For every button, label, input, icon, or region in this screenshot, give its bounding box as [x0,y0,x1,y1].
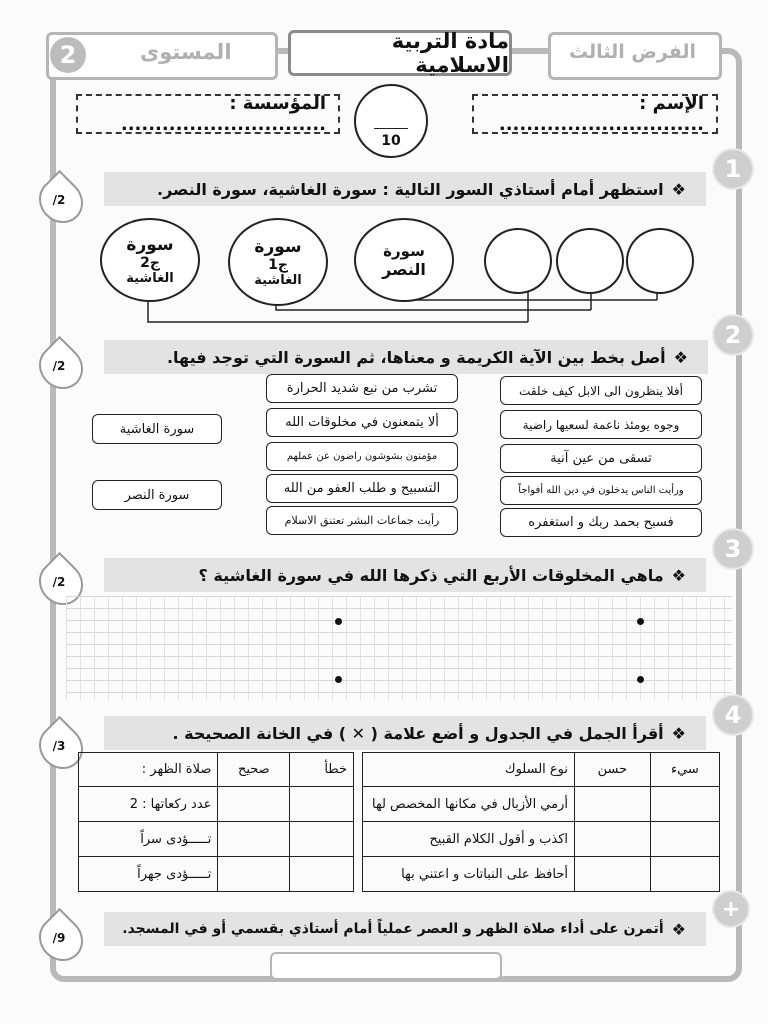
circle-ghashiya-2-line3: الغاشية [126,270,174,286]
behavior-row-1-good-cell[interactable] [575,787,651,822]
points-4: /3 [52,739,66,753]
meaning-3[interactable]: مؤمنون بشوشون راضون عن عملهم [266,442,458,471]
meaning-5[interactable]: رأيت جماعات البشر تعتنق الاسلام [266,506,458,535]
meaning-1[interactable]: تشرب من نبع شديد الحرارة [266,374,458,403]
points-2: /2 [52,359,66,373]
prayer-row-2-wrong-cell[interactable] [290,822,354,857]
meaning-2[interactable]: ألا يتمعنون في مخلوقات الله [266,408,458,437]
section-1-text: استظهر أمام أستاذي السور التالية : سورة الغاشية، سورة النصر. [156,179,664,199]
empty-circle-1[interactable] [484,228,552,294]
section-number-5: + [712,890,750,928]
verse-5[interactable]: فسبح بحمد ربك و استغفره [500,508,702,537]
behavior-row-3-good-cell[interactable] [575,857,651,892]
prayer-header-wrong: خطأ [290,753,354,787]
star-icon: ❖ [671,919,686,939]
answer-bullet-3 [637,676,644,683]
section-4-text: أقرأ الجمل في الجدول و أضع علامة ( ✕ ) في الخانة الصحيحة . [172,723,664,743]
behavior-row-2-bad-cell[interactable] [650,822,719,857]
meaning-4[interactable]: التسبيح و طلب العفو من الله [266,474,458,503]
answer-bullet-2 [335,618,342,625]
section-3-text: ماهي المخلوقات الأربع التي ذكرها الله في سورة الغاشية ؟ [198,565,664,585]
level-number: 2 [59,41,77,69]
circle-ghashiya-1-line3: الغاشية [254,272,302,288]
behavior-row-1: أرمي الأزبال في مكانها المخصص لها [363,787,575,822]
verse-2[interactable]: وجوه يومئذ ناعمة لسعيها راضية [500,410,702,439]
prayer-row-3-correct-cell[interactable] [218,857,290,892]
behavior-header-good: حسن [575,753,651,787]
section-number-4: 4 [712,694,754,736]
behavior-table [362,752,720,892]
verse-3[interactable]: تسقى من عين آنية [500,444,702,473]
behavior-row-1-bad-cell[interactable] [650,787,719,822]
prayer-header: صلاة الظهر : [79,753,218,787]
answer-bullet-1 [637,618,644,625]
section-number-3: 3 [712,528,754,570]
prayer-row-3: تـــــؤدى جهراً [79,857,218,892]
star-icon: ❖ [671,179,686,199]
circle-ghashiya-1 [228,218,328,306]
section-number-1: 1 [712,148,754,190]
prayer-header-correct: صحيح [218,753,290,787]
section-2-text: أصل بخط بين الآية الكريمة و معناها، ثم السورة التي توجد فيها. [166,347,666,367]
empty-circle-2[interactable] [556,228,624,294]
empty-circle-3[interactable] [626,228,694,294]
name-field[interactable]: الإسم : .............................. [472,94,718,134]
page-title: مادة التربية الاسلامية [288,30,512,76]
section-5-text: أتمرن على أداء صلاة الظهر و العصر عملياً أمام أستاذي بقسمي أو في المسجد. [122,921,664,937]
points-3: /2 [52,575,66,589]
prayer-row-2: تـــــؤدى سراً [79,822,218,857]
score-total: 10 [381,133,401,149]
prayer-row-1-correct-cell[interactable] [218,787,290,822]
answer-grid[interactable] [66,596,732,700]
level-label: المستوى [140,40,232,64]
star-icon: ❖ [671,565,686,585]
bottom-tab [270,952,502,980]
prayer-row-1: عدد ركعاتها : 2 [79,787,218,822]
circle-ghashiya-2-line1: سورة [126,234,174,255]
circle-ghashiya-1-line1: سورة [254,236,302,257]
section-3-instruction [104,558,706,592]
verse-4[interactable]: ورأيت الناس يدخلون في دين الله أفواجاً [500,476,702,505]
prayer-row-1-wrong-cell[interactable] [290,787,354,822]
prayer-table [78,752,354,892]
circle-ghashiya-2-line2: ج2 [140,254,160,271]
prayer-row-2-correct-cell[interactable] [218,822,290,857]
circle-nasr [354,218,454,302]
circle-nasr-line2: النصر [382,259,426,279]
school-field[interactable]: المؤسسة : .............................. [76,94,340,134]
behavior-row-2: اكذب و أقول الكلام القبيح [363,822,575,857]
section-2-instruction [104,340,708,374]
points-5: /9 [52,931,66,945]
section-4-instruction [104,716,706,750]
behavior-row-2-good-cell[interactable] [575,822,651,857]
surah-ghashiya-box[interactable]: سورة الغاشية [92,414,222,444]
behavior-row-3-bad-cell[interactable] [650,857,719,892]
verse-1[interactable]: أفلا ينظرون الى الابل كيف خلقت [500,376,702,405]
exam-label: الفرض الثالث [568,41,697,63]
answer-bullet-4 [335,676,342,683]
circle-ghashiya-2 [100,218,200,302]
behavior-row-3: أحافظ على النباتات و اعتني بها [363,857,575,892]
behavior-header-type: نوع السلوك [363,753,575,787]
prayer-row-3-wrong-cell[interactable] [290,857,354,892]
circle-ghashiya-1-line2: ج1 [268,256,288,273]
circle-nasr-line1: سورة [383,241,425,260]
section-5-instruction [104,912,706,946]
points-1: /2 [52,193,66,207]
star-icon: ❖ [671,723,686,743]
star-icon: ❖ [673,347,688,367]
section-number-2: 2 [712,314,754,356]
surah-nasr-box[interactable]: سورة النصر [92,480,222,510]
behavior-header-bad: سيء [650,753,719,787]
